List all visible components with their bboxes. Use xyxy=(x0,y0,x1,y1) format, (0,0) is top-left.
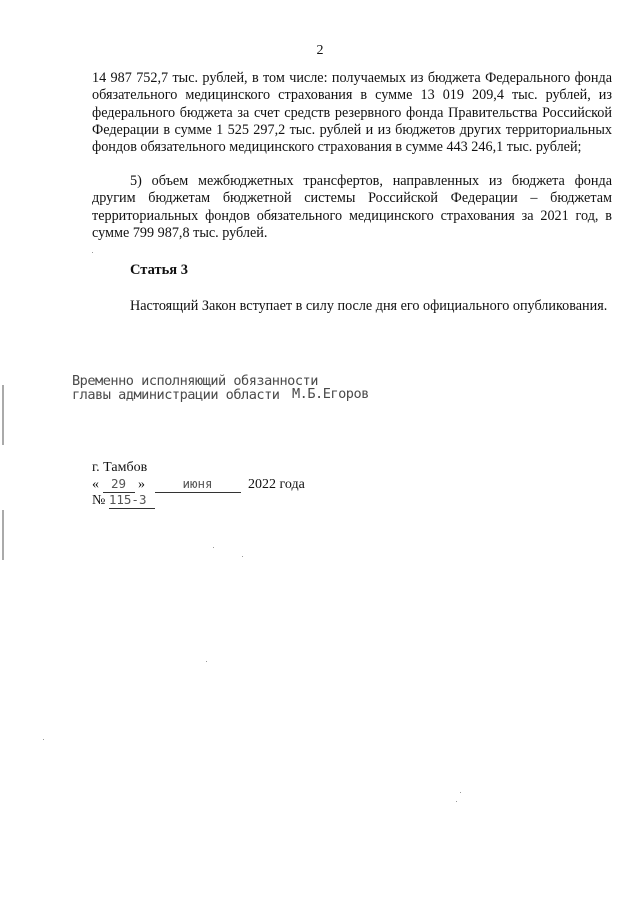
date-day: 29 xyxy=(103,476,135,493)
page-number: 2 xyxy=(316,43,324,58)
date-close-quote: » xyxy=(138,477,145,492)
date-open-quote: « xyxy=(92,477,99,492)
number-value: 115-З xyxy=(109,492,155,509)
scan-speck xyxy=(456,801,457,802)
city-name: г. Тамбов xyxy=(92,460,148,475)
scan-margin-mark xyxy=(2,510,4,560)
scan-speck xyxy=(43,739,44,740)
signatory-position-line2: главы администрации области xyxy=(72,387,280,403)
article-heading: Статья 3 xyxy=(130,262,188,278)
scan-speck xyxy=(460,792,461,793)
scan-speck xyxy=(92,252,93,253)
scan-speck xyxy=(206,661,207,662)
date-month: июня xyxy=(155,476,241,493)
scan-speck xyxy=(242,556,243,557)
scan-margin-mark xyxy=(2,385,4,445)
number-sign: № xyxy=(92,493,106,508)
paragraph-budget-revenue: 14 987 752,7 тыс. рублей, в том числе: получаемых из бюджета Федерального фонда обязательного медицинского страхования в сумме 13 019 209,4 тыс. рублей, из федерального бюджета за счет средств резервного фонда Правительства Российской Федерации в сумме 1 525 297,2 тыс. рублей и из бюджетов других территориальных фондов обязательного медицинского страхования в сумме 443 246,1 тыс. рублей; xyxy=(92,70,612,156)
signatory-position-line1: Временно исполняющий обязанности xyxy=(72,373,318,389)
date-year: 2022 года xyxy=(248,477,305,492)
law-number xyxy=(92,492,155,509)
scan-speck xyxy=(213,547,214,548)
signatory-name: М.Б.Егоров xyxy=(292,386,369,402)
paragraph-interbudget-transfers: 5) объем межбюджетных трансфертов, направленных из бюджета фонда другим бюджетам бюджетной системы Российской Федерации – бюджетам территориальных фондов обязательного медицинского страхования за 2021 год, в сумме 799 987,8 тыс. рублей. xyxy=(92,173,612,241)
signing-date xyxy=(92,476,305,493)
paragraph-entry-into-force: Настоящий Закон вступает в силу после дня его официального опубликования. xyxy=(130,298,608,314)
